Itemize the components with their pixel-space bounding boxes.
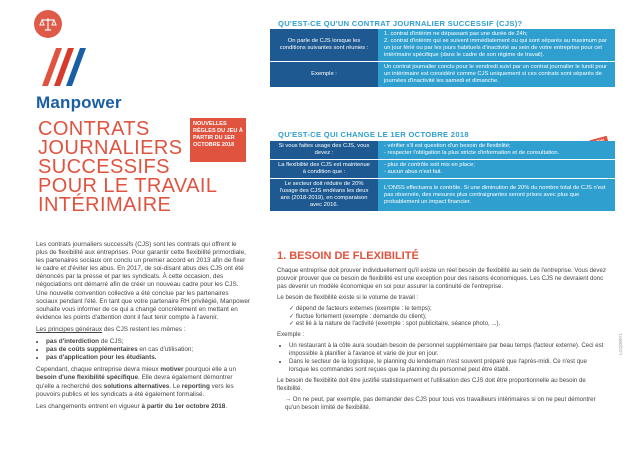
- list-item: • Dans le secteur de la logistique, le planning du lendemain n'est souvent préparé que l'après-midi. Ce n'est que lorsque les commandes sont reçues que la planning du personnel peut être établi.: [289, 358, 607, 374]
- title-line: SUCCESSIFS: [38, 156, 170, 178]
- paragraph: Le besoin de flexibilité existe si le volume de travail :: [277, 293, 419, 301]
- title-line: INTÉRIMAIRE: [38, 194, 172, 216]
- cjs-definition-table: [270, 29, 615, 88]
- row-label: On parle de CJS lorsque les conditions suivantes sont réunies :: [270, 29, 378, 62]
- row-label: La flexibilité des CJS est maintenue à condition que :: [270, 160, 378, 179]
- arrow-note: → On ne peut, par exemple, pas demander des CJS pour tous vos travailleurs intérimaires si on ne peut démontrer qu'un besoin limité de flexibilité.: [285, 395, 596, 411]
- row-value: - vérifier s'il est question d'un besoin de flexibilité; - respecter l'obligation la plus stricte d'information et de consultation.: [378, 141, 615, 160]
- row-label: Exemple :: [270, 62, 378, 88]
- table-row: [270, 62, 615, 88]
- intro-text: [36, 241, 250, 415]
- title-line: POUR LE TRAVAIL: [38, 175, 218, 197]
- brand-name: Manpower: [36, 93, 122, 112]
- scales-icon: [39, 15, 57, 33]
- table-row: [270, 160, 615, 179]
- example-list: [277, 342, 607, 374]
- besoin-text: [277, 267, 607, 415]
- row-value: Un contrat journalier conclu pour le vendredi suivi par un contrat journalier le lundi pour un intérimaire est considéré comme CJS uniquement si ces contrats sont séparés de journées d'inactivité les samedi et dimanche.: [378, 62, 615, 88]
- list-item: • pas de coûts supplémentaires en cas d'utilisation;: [46, 346, 250, 354]
- title-line: JOURNALIERS: [38, 137, 183, 159]
- paragraph: Chaque entreprise doit prouver individuellement qu'il existe un réel besoin de flexibilité au sein de l'entreprise. Vous devez pouvoir prouver que ce besoin de flexibilité est une exception pour des raisons économiques. Les CJS ne devraient donc pas devenir un modèle économique en soi pour assurer la continuité de l'entreprise.: [277, 267, 606, 290]
- intro-paragraph: Les changements entrent en vigueur à partir du 1er octobre 2018.: [36, 402, 228, 410]
- news-tag: NOUVELLES RÈGLES DU JEU À PARTIR DU 1ER OCTOBRE 2018: [190, 118, 246, 162]
- row-label: Le secteur doit réduire de 20% l'usage des CJS endéans les deux ans (2018-2019), en comparaison avec 2016.: [270, 179, 378, 212]
- document-code: LGQ00071: [618, 332, 623, 355]
- table-row: [270, 179, 615, 212]
- list-item: • pas d'interdiction de CJS;: [46, 338, 250, 346]
- changes-table: [270, 141, 615, 212]
- list-item: ✓ est lié à la nature de l'activité (exemple : spot publicitaire, séance photo, ...).: [289, 320, 501, 328]
- list-item: ✓ fluctue fortement (exemple : demande du client);: [289, 312, 427, 320]
- intro-paragraph: Cependant, chaque entreprise devra mieux motiver pourquoi elle a un besoin d'une flexibilité spécifique. Elle devra également démontrer qu'elle a recherché des solutions alternatives. Le reporting vers les pouvoirs publics et les syndicats a été également formalisé.: [36, 366, 237, 398]
- paragraph: Le besoin de flexibilité doit être justifié statistiquement et l'utilisation des CJS doit être proportionnelle au besoin de flexibilité.: [277, 376, 586, 392]
- section-heading-changes: QU'EST-CE QUI CHANGE LE 1ER OCTOBRE 2018: [278, 130, 469, 139]
- row-label: Si vous faites usage des CJS, vous devez :: [270, 141, 378, 160]
- principles-list: [36, 338, 250, 362]
- intro-paragraph: Les contrats journaliers successifs (CJS) sont les contrats qui offrent le plus de flexibilité aux entreprises. Pour garantir cette flexibilité primordiale, les partenaires sociaux ont conclu un premier accord en 2013 afin de fixer le cadre et d'éviter les abus. En 2017, de soi-disant abus des CJS ont été dénoncés par la presse et par les syndicats. À cette occasion, des négociations ont démarré afin de créer un nouveau cadre pour les CJS. Une nouvelle convention collective a été conclue par les partenaires sociaux pendant l'été. En tant que votre partenaire RH privilégié, Manpower souhaite vous informer de ce qui a changé concrètement en mettant en évidence les points d'attention dont il faut tenir compte à l'avenir.: [36, 241, 251, 321]
- row-value: - plus de contrôle soit mis en place; - aucun abus n'est fait.: [378, 160, 615, 179]
- manpower-logo-icon: [40, 46, 90, 88]
- list-item: • pas d'application pour les étudiants.: [46, 354, 250, 362]
- example-label: Exemple :: [277, 331, 305, 339]
- table-row: [270, 141, 615, 160]
- list-item: ✓ dépend de facteurs externes (exemple : le temps);: [289, 304, 432, 312]
- row-value: L'ONSS effectuera le contrôle. Si une diminution de 20% du nombre total de CJS n'est pas observée, des mesures plus contraignantes seront prises avec plus que probablement un impact financier.: [378, 179, 615, 212]
- table-row: [270, 29, 615, 62]
- section-heading-besoin: 1. BESOIN DE FLEXIBILITÉ: [277, 250, 419, 262]
- principles-lead: Les principes généraux des CJS restent les mêmes :: [36, 325, 186, 333]
- list-item: • Un restaurant à la côte aura soudain besoin de personnel supplémentaire par beau temps (facteur externe). Ceci est impossible à planifier à l'avance et varie de jour en jour.: [289, 342, 607, 358]
- row-value: 1. contrat d'intérim ne dépassant pas une durée de 24h; 2. contrat d'intérim qui se suivent immédiatement ou qui sont séparés au maximum par un jour férié ou par les jours habituels d'inactivité au sein de votre entreprise pour cet intérimaire spécifique (dans le cadre de son régime de travail).: [378, 29, 615, 62]
- scales-badge: [34, 10, 62, 38]
- title-line: CONTRATS: [38, 118, 150, 140]
- check-list: [277, 305, 607, 329]
- section-heading-cjs: QU'EST-CE QU'UN CONTRAT JOURNALIER SUCCESSIF (CJS)?: [278, 19, 523, 28]
